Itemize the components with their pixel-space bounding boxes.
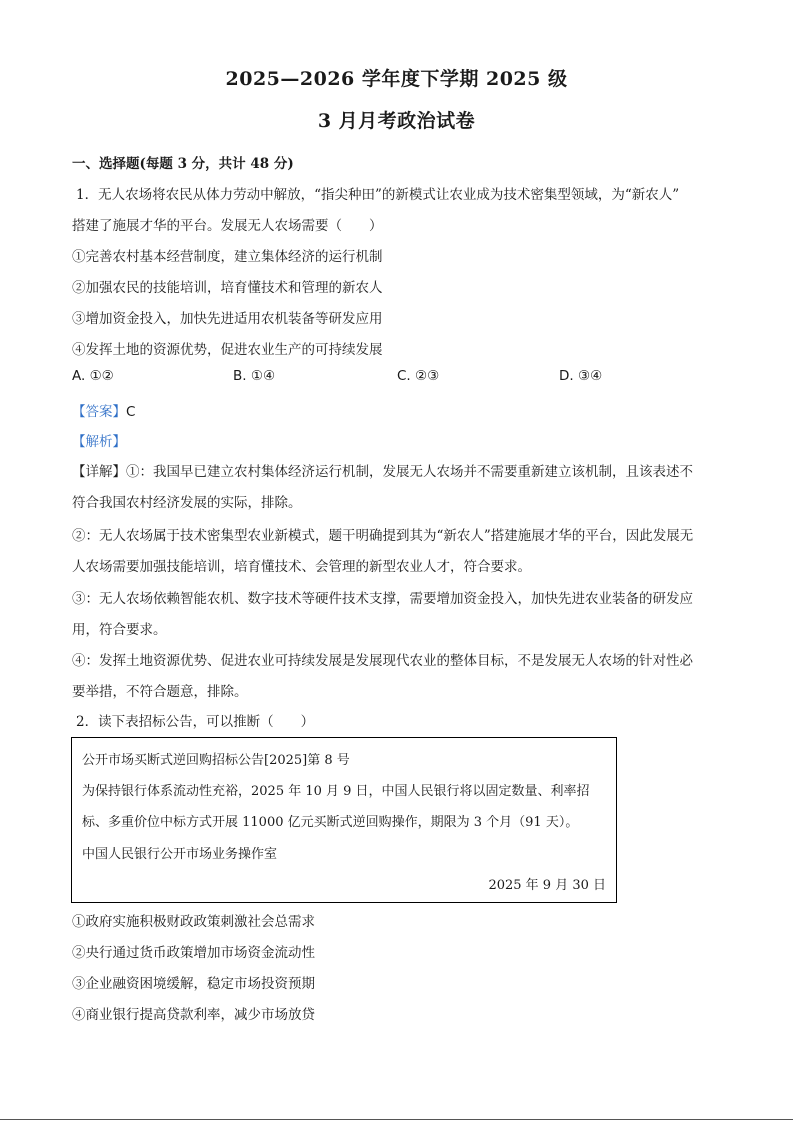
q1-detail-line1: 【详解】①：我国早已建立农村集体经济运行机制，发展无人农场并不需要重新建立该机制，且该表述不: [72, 464, 693, 480]
q1-statement-3: ③增加资金投入，加快先进适用农机装备等研发应用: [72, 311, 383, 327]
q2-statement-1: ①政府实施积极财政政策刺激社会总需求: [72, 914, 315, 930]
notice-date: 2025 年 9 月 30 日: [488, 878, 606, 893]
notice-line2: 为保持银行体系流动性充裕，2025 年 10 月 9 日，中国人民银行将以固定数量、利率招: [82, 784, 590, 799]
q1-detail-line5: ③：无人农场依赖智能农机、数字技术等硬件技术支撑，需要增加资金投入，加快先进农业装备的研发应: [72, 591, 693, 607]
page-bottom-rule: [0, 1119, 793, 1120]
q1-detail-line6: 用，符合要求。: [72, 622, 167, 638]
answer-tag: 【答案】: [72, 404, 126, 420]
notice-line1: 公开市场买断式逆回购招标公告[2025]第 8 号: [82, 753, 350, 768]
q1-answer: [72, 400, 135, 420]
analysis-tag: 【解析】: [72, 434, 126, 450]
q1-stem-line1: 1．无人农场将农民从体力劳动中解放，“指尖种田”的新模式让农业成为技术密集型领域，为“新农人”: [76, 187, 680, 203]
q1-detail-line2: 符合我国农村经济发展的实际，排除。: [72, 495, 302, 511]
answer-value: C: [126, 404, 136, 420]
q1-detail-line7: ④：发挥土地资源优势、促进农业可持续发展是发展现代农业的整体目标，不是发展无人农场的针对性必: [72, 653, 693, 669]
q1-statement-4: ④发挥土地的资源优势，促进农业生产的可持续发展: [72, 342, 383, 358]
q1-option-b: B. ①④: [233, 368, 276, 384]
tender-notice-box: [71, 737, 617, 903]
q1-detail-line3: ②：无人农场属于技术密集型农业新模式，题干明确提到其为“新农人”搭建施展才华的平台，因此发展无: [72, 528, 694, 544]
q1-option-a: A. ①②: [72, 368, 114, 384]
q1-option-c: C. ②③: [397, 368, 440, 384]
q1-option-d: D. ③④: [559, 368, 603, 384]
q1-detail-line4: 人农场需要加强技能培训，培育懂技术、会管理的新型农业人才，符合要求。: [72, 559, 531, 575]
notice-issuer: 中国人民银行公开市场业务操作室: [82, 847, 278, 862]
q2-statement-2: ②央行通过货币政策增加市场资金流动性: [72, 945, 315, 961]
section-heading: 一、选择题(每题 3 分，共计 48 分): [72, 156, 294, 172]
exam-title-line2: 3 月月考政治试卷: [317, 110, 476, 132]
q2-stem: 2．读下表招标公告，可以推断（ ）: [76, 714, 315, 730]
q1-statement-1: ①完善农村基本经营制度，建立集体经济的运行机制: [72, 249, 383, 265]
q2-statement-4: ④商业银行提高贷款利率，减少市场放贷: [72, 1007, 315, 1023]
exam-title-line1: 2025—2026 学年度下学期 2025 级: [225, 68, 568, 90]
q1-statement-2: ②加强农民的技能培训，培育懂技术和管理的新农人: [72, 280, 383, 296]
notice-line3: 标、多重价位中标方式开展 11000 亿元买断式逆回购操作，期限为 3 个月（91 天）。: [82, 815, 579, 830]
q1-stem-line2: 搭建了施展才华的平台。发展无人农场需要（ ）: [72, 218, 383, 234]
q2-statement-3: ③企业融资困境缓解，稳定市场投资预期: [72, 976, 315, 992]
q1-detail-line8: 要举措，不符合题意，排除。: [72, 684, 248, 700]
